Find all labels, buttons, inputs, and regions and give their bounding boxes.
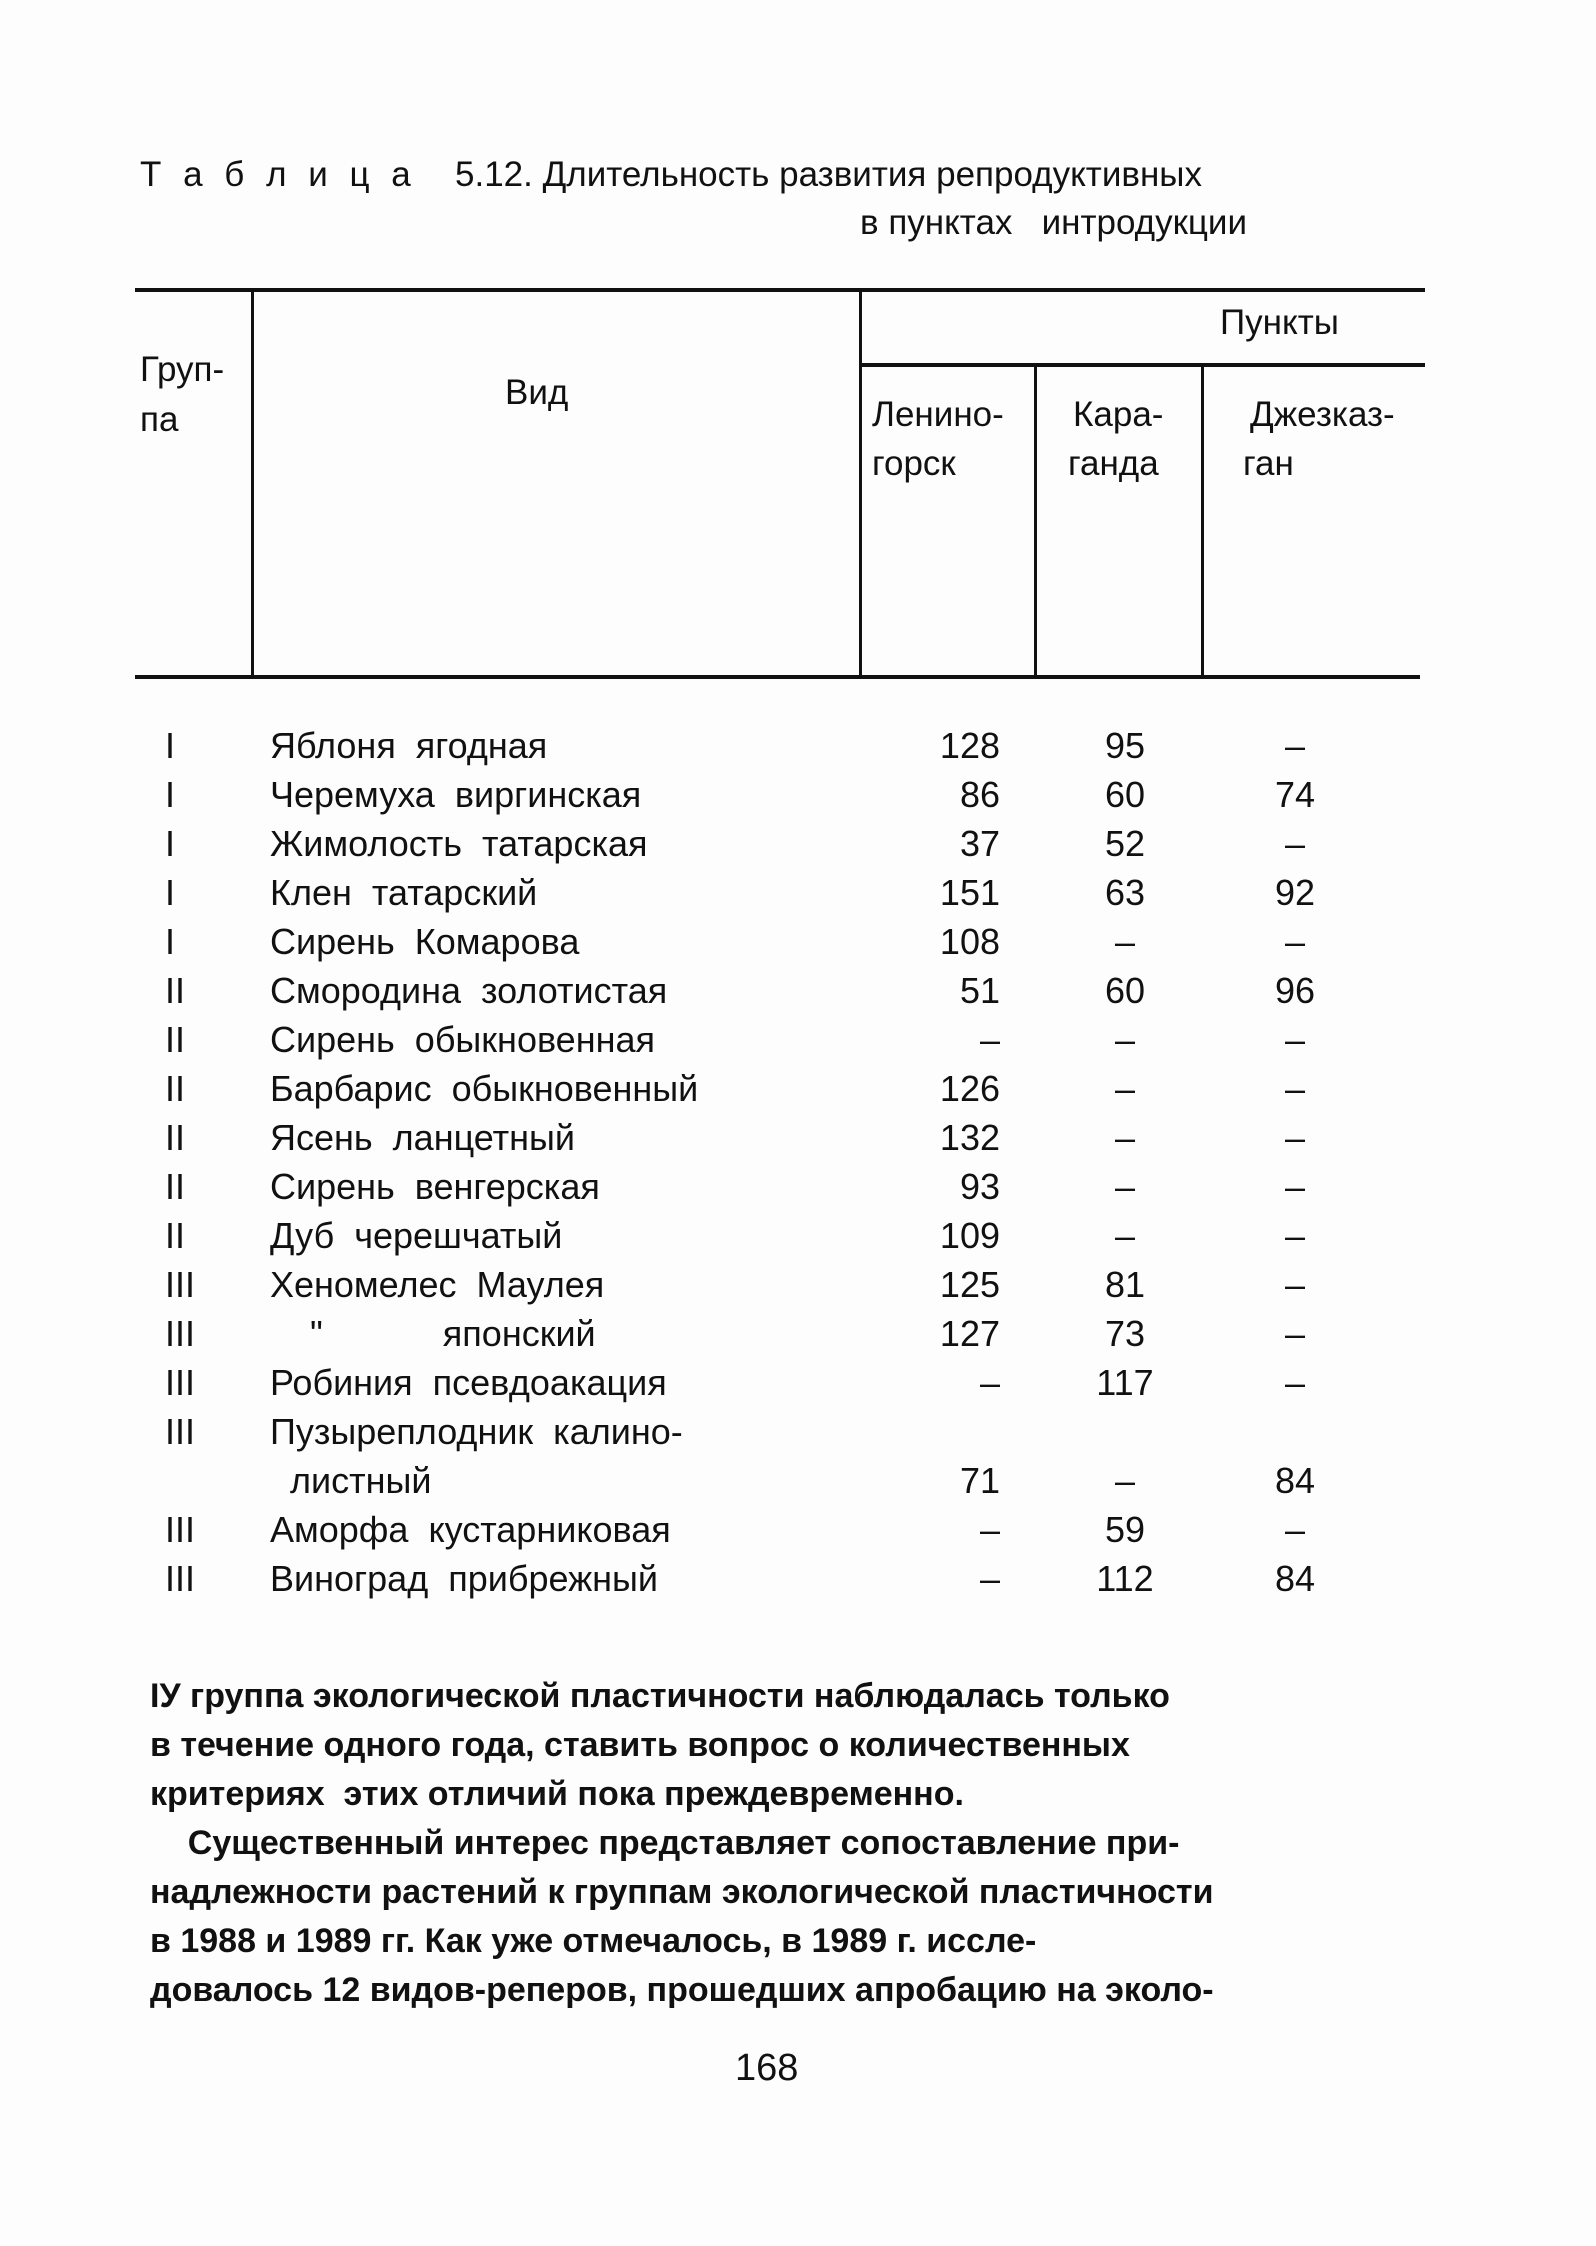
header-karaganda-2: ганда xyxy=(1068,444,1159,483)
col-divider xyxy=(1034,365,1037,677)
dzhezkazgan-cell: – xyxy=(1284,1264,1306,1305)
dzhezkazgan-cell: – xyxy=(1284,1362,1306,1403)
group-cell: I xyxy=(165,774,176,815)
header-leninogorsk-1: Ленино- xyxy=(872,395,1004,434)
species-cell: Сирень венгерская xyxy=(270,1166,600,1207)
group-cell: II xyxy=(165,1166,186,1207)
group-cell: III xyxy=(165,1509,196,1550)
table-row xyxy=(0,871,1596,919)
col-divider xyxy=(859,290,862,677)
species-cell: Черемуха виргинская xyxy=(270,774,642,815)
karaganda-cell: – xyxy=(1114,1460,1136,1501)
leninogorsk-cell: 86 xyxy=(959,774,1000,815)
dzhezkazgan-cell: – xyxy=(1284,1068,1306,1109)
karaganda-cell: 117 xyxy=(1096,1362,1154,1403)
karaganda-cell: 60 xyxy=(1104,970,1146,1011)
col-divider xyxy=(1201,365,1204,677)
text-line: критериях этих отличий пока преждевременно. xyxy=(150,1775,964,1813)
karaganda-cell: 59 xyxy=(1104,1509,1146,1550)
text-line: в 1988 и 1989 гг. Как уже отмечалось, в 1989 г. иссле- xyxy=(150,1922,1037,1960)
species-cell: листный xyxy=(270,1460,432,1501)
text-line: надлежности растений к группам экологической пластичности xyxy=(150,1873,1214,1911)
dzhezkazgan-cell: – xyxy=(1284,1215,1306,1256)
karaganda-cell: – xyxy=(1114,1166,1136,1207)
leninogorsk-cell: 132 xyxy=(939,1117,1000,1158)
header-dzhezkazgan-1: Джезказ- xyxy=(1250,395,1395,434)
dzhezkazgan-cell: – xyxy=(1284,1509,1306,1550)
group-cell: III xyxy=(165,1313,196,1354)
group-cell: II xyxy=(165,1019,186,1060)
group-cell: III xyxy=(165,1362,196,1403)
header-group-2: па xyxy=(140,400,179,439)
points-rule xyxy=(860,363,1425,367)
dzhezkazgan-cell: 74 xyxy=(1274,774,1316,815)
group-cell: III xyxy=(165,1411,196,1452)
header-karaganda-1: Кара- xyxy=(1073,395,1164,434)
header-leninogorsk-2: горск xyxy=(872,444,956,483)
dzhezkazgan-cell: – xyxy=(1284,1019,1306,1060)
table-row xyxy=(0,1067,1596,1115)
species-cell: Виноград прибрежный xyxy=(270,1558,659,1599)
table-row xyxy=(0,1312,1596,1360)
group-cell: II xyxy=(165,970,186,1011)
leninogorsk-cell: 108 xyxy=(939,921,1000,962)
species-cell: Робиния псевдоакация xyxy=(270,1362,667,1403)
dzhezkazgan-cell: – xyxy=(1284,725,1306,766)
species-cell: Смородина золотистая xyxy=(270,970,668,1011)
col-divider xyxy=(251,290,254,677)
karaganda-cell: 52 xyxy=(1104,823,1146,864)
leninogorsk-cell: 127 xyxy=(939,1313,1000,1354)
species-cell: Жимолость татарская xyxy=(270,823,648,864)
karaganda-cell: – xyxy=(1114,1019,1136,1060)
page-number: 168 xyxy=(735,2047,799,2089)
table-row xyxy=(0,1165,1596,1213)
species-cell: Сирень обыкновенная xyxy=(270,1019,655,1060)
karaganda-cell: 63 xyxy=(1104,872,1146,913)
table-row xyxy=(0,822,1596,870)
table-row xyxy=(0,1116,1596,1164)
species-cell: Хеномелес Маулея xyxy=(270,1264,605,1305)
group-cell: II xyxy=(165,1117,186,1158)
dzhezkazgan-cell: 96 xyxy=(1274,970,1316,1011)
text-line: в течение одного года, ставить вопрос о количественных xyxy=(150,1726,1130,1764)
karaganda-cell: – xyxy=(1114,1068,1136,1109)
species-cell: Дуб черешчатый xyxy=(270,1215,563,1256)
leninogorsk-cell: 93 xyxy=(959,1166,1000,1207)
karaganda-cell: 60 xyxy=(1104,774,1146,815)
text-line: Существенный интерес представляет сопоставление при- xyxy=(150,1824,1180,1862)
dzhezkazgan-cell: 84 xyxy=(1274,1460,1316,1501)
group-cell: II xyxy=(165,1068,186,1109)
table-row xyxy=(0,773,1596,821)
karaganda-cell: 73 xyxy=(1104,1313,1146,1354)
dzhezkazgan-cell: – xyxy=(1284,823,1306,864)
text-line: довалось 12 видов-реперов, прошедших апробацию на эколо- xyxy=(150,1971,1214,2009)
dzhezkazgan-cell: – xyxy=(1284,1117,1306,1158)
dzhezkazgan-cell: – xyxy=(1284,1313,1306,1354)
group-cell: II xyxy=(165,1215,186,1256)
leninogorsk-cell: 37 xyxy=(959,823,1000,864)
table-row xyxy=(0,1263,1596,1311)
species-cell: Сирень Комарова xyxy=(270,921,580,962)
karaganda-cell: 81 xyxy=(1104,1264,1146,1305)
table-row xyxy=(0,969,1596,1017)
table-row xyxy=(0,1214,1596,1262)
header-points: Пункты xyxy=(1220,303,1339,342)
table-row xyxy=(0,1410,1596,1458)
leninogorsk-cell: – xyxy=(979,1558,1000,1599)
leninogorsk-cell: 51 xyxy=(959,970,1000,1011)
table-row xyxy=(0,1508,1596,1556)
table-row xyxy=(0,920,1596,968)
table-row xyxy=(0,724,1596,772)
karaganda-cell: – xyxy=(1114,921,1136,962)
leninogorsk-cell: 128 xyxy=(939,725,1000,766)
karaganda-cell: 112 xyxy=(1096,1558,1154,1599)
leninogorsk-cell: – xyxy=(979,1019,1000,1060)
species-cell: Аморфа кустарниковая xyxy=(270,1509,671,1550)
leninogorsk-cell: – xyxy=(979,1362,1000,1403)
table-row xyxy=(0,1557,1596,1605)
group-cell: I xyxy=(165,872,176,913)
header-dzhezkazgan-2: ган xyxy=(1243,444,1294,483)
leninogorsk-cell: – xyxy=(979,1509,1000,1550)
species-cell: Пузыреплодник калино- xyxy=(270,1411,683,1452)
table-label: Т а б л и ц а xyxy=(140,155,417,194)
group-cell: I xyxy=(165,823,176,864)
dzhezkazgan-cell: – xyxy=(1284,1166,1306,1207)
dzhezkazgan-cell: 84 xyxy=(1274,1558,1316,1599)
karaganda-cell: – xyxy=(1114,1215,1136,1256)
dzhezkazgan-cell: – xyxy=(1284,921,1306,962)
species-cell: " японский xyxy=(270,1313,596,1354)
leninogorsk-cell: 71 xyxy=(959,1460,1000,1501)
table-row xyxy=(0,1361,1596,1409)
species-cell: Яблоня ягодная xyxy=(270,725,548,766)
species-cell: Ясень ланцетный xyxy=(270,1117,575,1158)
karaganda-cell: – xyxy=(1114,1117,1136,1158)
leninogorsk-cell: 126 xyxy=(939,1068,1000,1109)
table-row xyxy=(0,1459,1596,1507)
header-group-1: Груп- xyxy=(140,350,225,389)
header-species: Вид xyxy=(505,373,569,412)
species-cell: Барбарис обыкновенный xyxy=(270,1068,699,1109)
leninogorsk-cell: 151 xyxy=(939,872,1000,913)
table-row xyxy=(0,1018,1596,1066)
table-title-line2: в пунктах интродукции xyxy=(860,203,1248,242)
table-top-rule xyxy=(135,288,1425,292)
karaganda-cell: 95 xyxy=(1104,725,1146,766)
group-cell: I xyxy=(165,725,176,766)
header-bottom-rule xyxy=(135,675,1420,679)
species-cell: Клен татарский xyxy=(270,872,538,913)
group-cell: III xyxy=(165,1264,196,1305)
group-cell: I xyxy=(165,921,176,962)
text-line: IУ группа экологической пластичности наблюдалась только xyxy=(150,1677,1170,1715)
dzhezkazgan-cell: 92 xyxy=(1274,872,1316,913)
group-cell: III xyxy=(165,1558,196,1599)
leninogorsk-cell: 125 xyxy=(939,1264,1000,1305)
table-title-line1: 5.12. Длительность развития репродуктивных xyxy=(455,155,1202,194)
leninogorsk-cell: 109 xyxy=(939,1215,1000,1256)
